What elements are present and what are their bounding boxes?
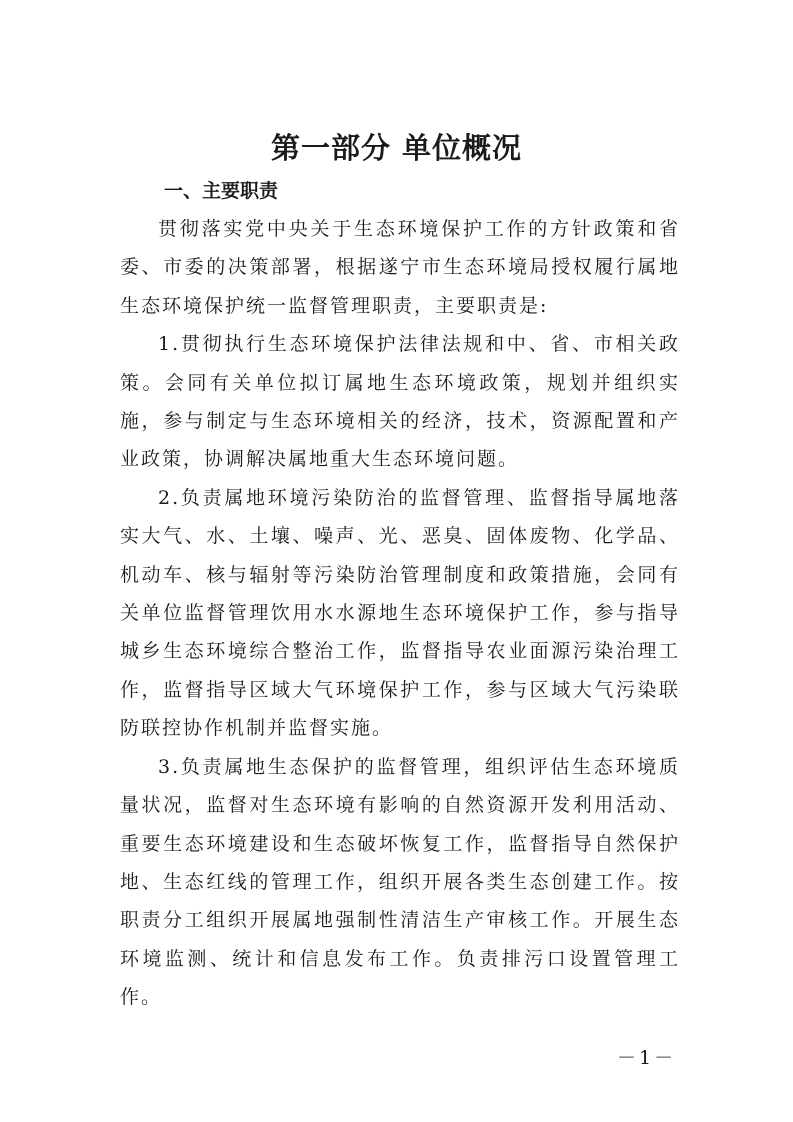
section-heading: 一、主要职责 (164, 180, 279, 202)
paragraph-intro: 贯彻落实党中央关于生态环境保护工作的方针政策和省委、市委的决策部署，根据遂宁市生态环境局授权履行属地生态环境保护统一监督管理职责，主要职责是: (120, 218, 680, 317)
page-title: 第一部分 单位概况 (270, 131, 523, 165)
paragraph-duty-1: 1.贯彻执行生态环境保护法律法规和中、省、市相关政策。会同有关单位拟订属地生态环境政策，规划并组织实施，参与制定与生态环境相关的经济，技术，资源配置和产业政策，协调解决属地重大生态环境问题。 (120, 333, 680, 471)
paragraph-duty-2: 2.负责属地环境污染防治的监督管理、监督指导属地落实大气、水、土壤、噪声、光、恶臭、固体废物、化学品、机动车、核与辐射等污染防治管理制度和政策措施，会同有关单位监督管理饮用水水源地生态环境保护工作，参与指导城乡生态环境综合整治工作，监督指导农业面源污染治理工作，监督指导区域大气环境保护工作，参与区域大气污染联防联控协作机制并监督实施。 (120, 486, 680, 740)
paragraph-duty-3: 3.负责属地生态保护的监督管理，组织评估生态环境质量状况，监督对生态环境有影响的自然资源开发利用活动、重要生态环境建设和生态破坏恢复工作，监督指导自然保护地、生态红线的管理工作，组织开展各类生态创建工作。按职责分工组织开展属地强制性清洁生产审核工作。开展生态环境监测、统计和信息发布工作。负责排污口设置管理工作。 (120, 755, 680, 1009)
page-number: －1－ (617, 1047, 677, 1069)
body-text (120, 210, 680, 1017)
